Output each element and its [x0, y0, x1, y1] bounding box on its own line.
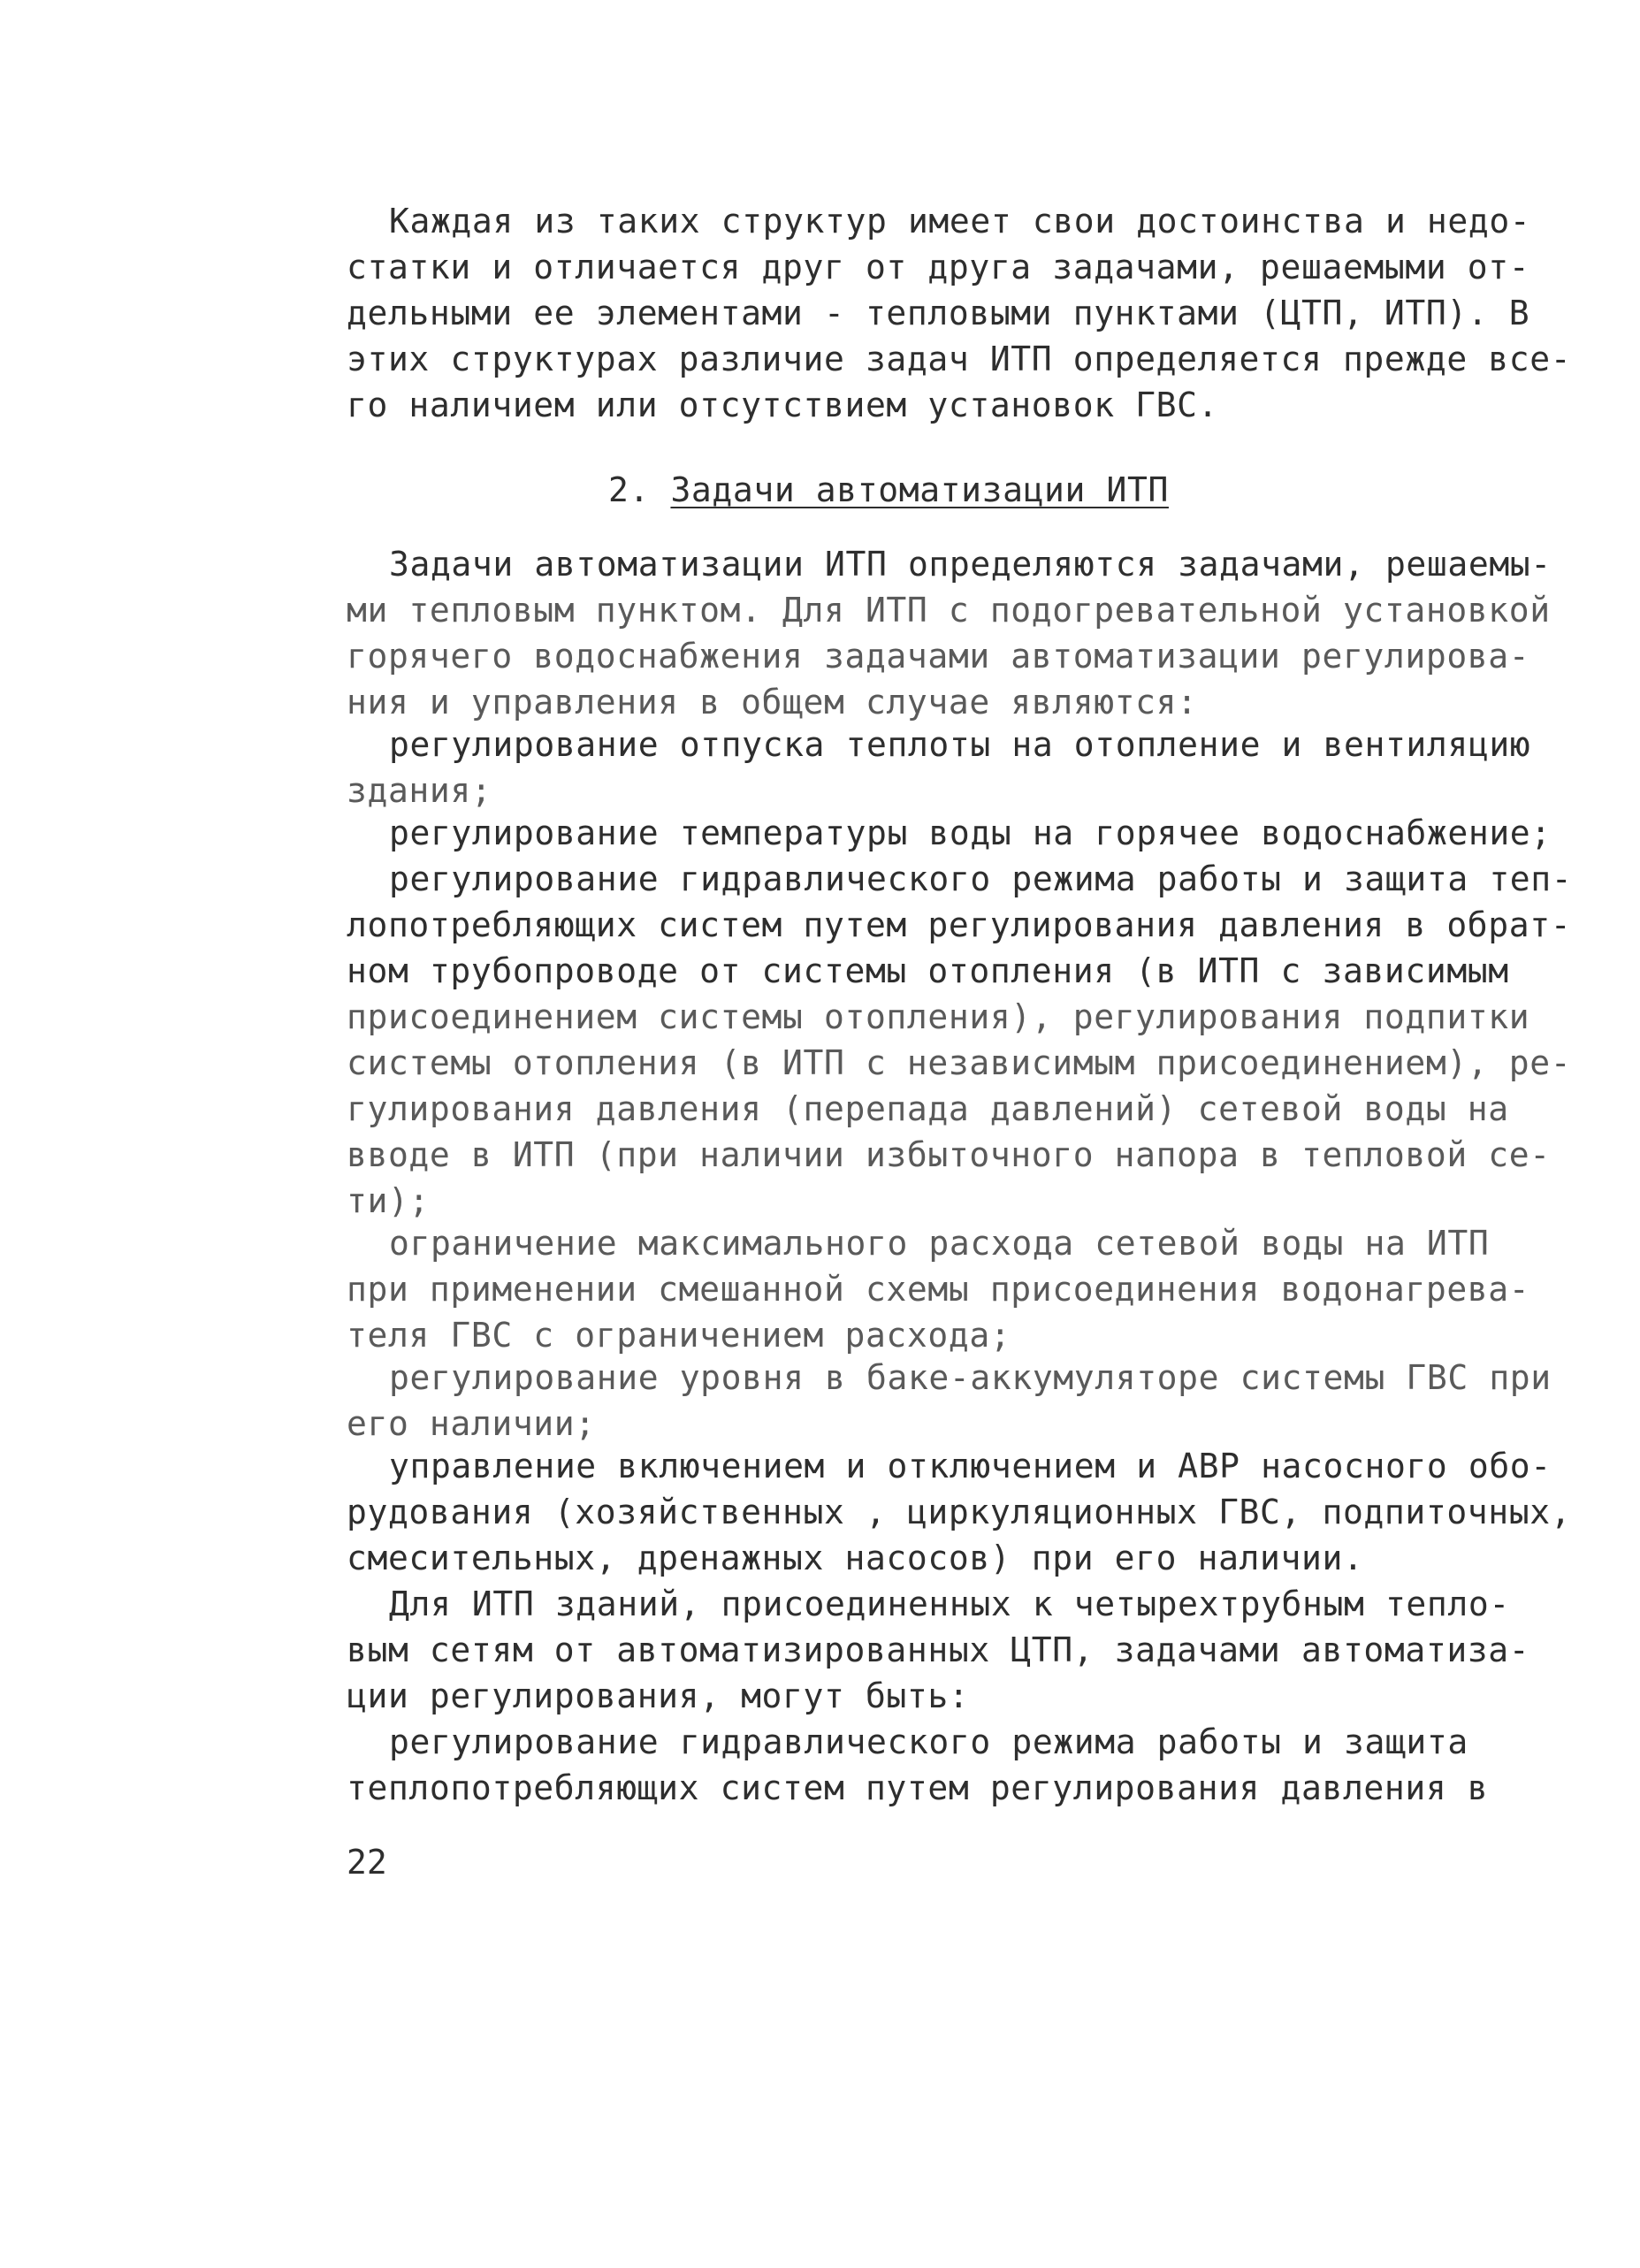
section-heading	[608, 470, 1169, 509]
item5-line-1: регулирование уровня в баке-аккумуляторе системы ГВС при	[389, 1358, 1552, 1397]
item4-line-3: теля ГВС с ограничением расхода;	[347, 1316, 1011, 1355]
paragraph1-line-3: дельными ее элементами - тепловыми пунктами (ЦТП, ИТП). В	[347, 294, 1530, 332]
paragraph2-line-2: ми тепловым пунктом. Для ИТП с подогревательной установкой	[347, 591, 1551, 630]
item6-line-2: рудования (хозяйственных , циркуляционных ГВС, подпиточных,	[347, 1493, 1572, 1531]
paragraph1-line-2: статки и отличается друг от друга задачами, решаемыми от-	[347, 248, 1530, 286]
page-number: 22	[347, 1843, 387, 1882]
item1-line-2: здания;	[347, 771, 492, 810]
item3-line-8: ти);	[347, 1181, 430, 1220]
item6-line-1: управление включением и отключением и АВР насосного обо-	[389, 1447, 1552, 1485]
item3-line-4: присоединением системы отопления), регулирования подпитки	[347, 997, 1530, 1036]
item3-line-3: ном трубопроводе от системы отопления (в ИТП с зависимым	[347, 951, 1509, 990]
item4-line-2: при применении смешанной схемы присоединения водонагрева-	[347, 1270, 1530, 1309]
item3-line-1: регулирование гидравлического режима работы и защита теп-	[389, 859, 1573, 898]
item4-line-1: ограничение максимального расхода сетевой воды на ИТП	[389, 1224, 1490, 1263]
paragraph3-line-2: вым сетям от автоматизированных ЦТП, задачами автоматиза-	[347, 1630, 1530, 1669]
item3-line-6: гулирования давления (перепада давлений) сетевой воды на	[347, 1089, 1509, 1128]
item1-line-1: регулирование отпуска теплоты на отопление и вентиляцию	[389, 725, 1531, 764]
paragraph2-line-4: ния и управления в общем случае являются:	[347, 683, 1198, 722]
section-title: Задачи автоматизации ИТП	[670, 470, 1169, 509]
item5-line-2: его наличии;	[347, 1404, 596, 1443]
paragraph3-line-1: Для ИТП зданий, присоединенных к четырехтрубным тепло-	[389, 1585, 1510, 1623]
paragraph2-line-3: горячего водоснабжения задачами автоматизации регулирова-	[347, 637, 1530, 676]
paragraph3-line-3: ции регулирования, могут быть:	[347, 1676, 970, 1715]
item7-line-1: регулирование гидравлического режима работы и защита	[389, 1722, 1468, 1761]
item2-line-1: регулирование температуры воды на горячее водоснабжение;	[389, 813, 1552, 852]
item3-line-5: системы отопления (в ИТП с независимым присоединением), ре-	[347, 1043, 1572, 1082]
item7-line-2: теплопотребляющих систем путем регулирования давления в	[347, 1768, 1489, 1807]
paragraph2-line-1: Задачи автоматизации ИТП определяются задачами, решаемы-	[389, 545, 1552, 584]
item3-line-7: вводе в ИТП (при наличии избыточного напора в тепловой се-	[347, 1135, 1551, 1174]
item3-line-2: лопотребляющих систем путем регулирования давления в обрат-	[347, 905, 1572, 944]
paragraph1-line-4: этих структурах различие задач ИТП определяется прежде все-	[347, 340, 1572, 378]
paragraph1-line-1: Каждая из таких структур имеет свои достоинства и недо-	[389, 202, 1531, 241]
section-number: 2.	[608, 470, 650, 509]
item6-line-3: смесительных, дренажных насосов) при его наличии.	[347, 1539, 1364, 1577]
paragraph1-line-5: го наличием или отсутствием установок ГВС.	[347, 386, 1219, 424]
